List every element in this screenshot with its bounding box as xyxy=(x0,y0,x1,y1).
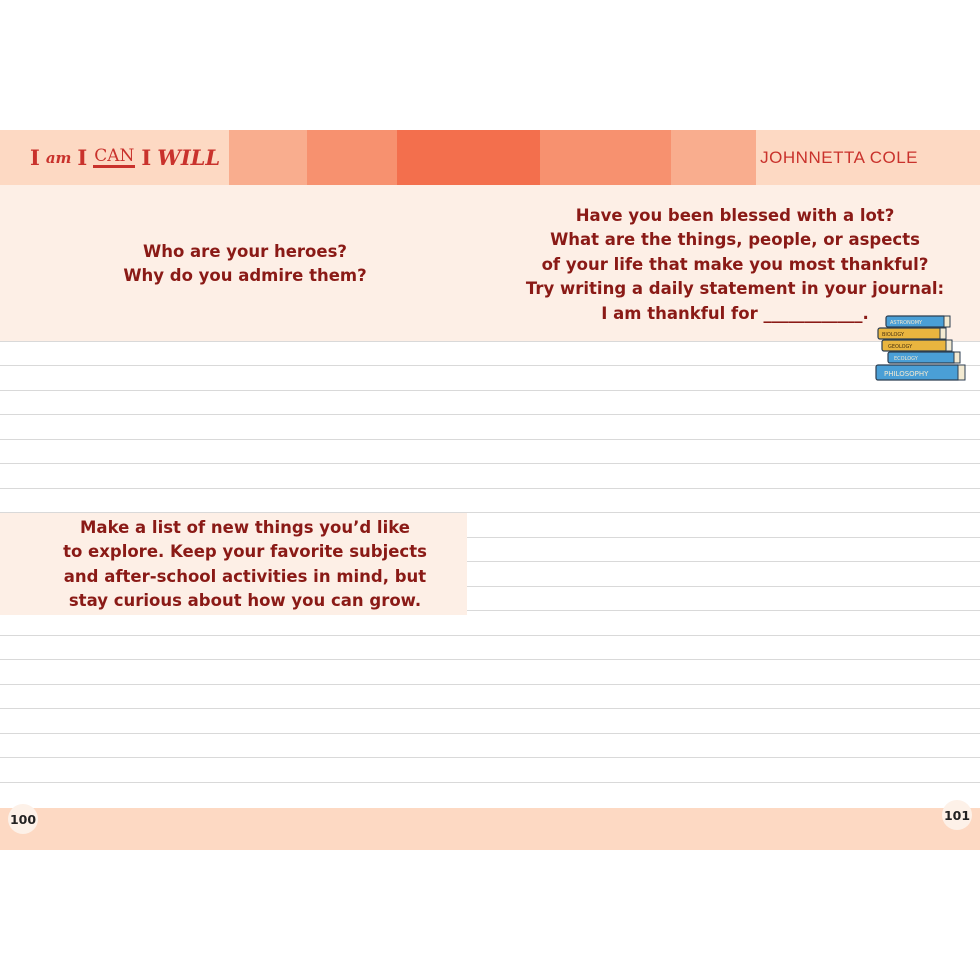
prompt-line: Who are your heroes? xyxy=(143,242,347,261)
prompt-line: Try writing a daily statement in your journal: xyxy=(525,279,945,299)
explore-prompt xyxy=(0,516,490,613)
header-segment xyxy=(307,130,397,185)
page-number-right: 101 xyxy=(942,800,972,830)
author-name: JOHNNETTA COLE xyxy=(760,147,918,167)
ruled-line xyxy=(0,684,980,685)
header-segment xyxy=(397,130,540,185)
stack-of-books-icon xyxy=(872,313,972,389)
book-label: PHILOSOPHY xyxy=(884,370,929,378)
prompt-line: Have you been blessed with a lot? xyxy=(575,206,895,225)
footer-band xyxy=(0,808,980,850)
header-segment xyxy=(540,130,671,185)
ruled-line xyxy=(0,659,980,660)
ruled-line xyxy=(0,341,980,342)
prompt-line: stay curious about how you can grow. xyxy=(68,590,422,610)
ruled-line xyxy=(0,488,980,489)
prompt-line: to explore. Keep your favorite subjects xyxy=(63,542,427,562)
ruled-line xyxy=(0,635,980,636)
heroes-prompt xyxy=(0,240,490,289)
ruled-line xyxy=(0,757,980,758)
ruled-line xyxy=(0,439,980,440)
ruled-line xyxy=(0,390,980,391)
header-band xyxy=(0,130,980,185)
book-label: ASTRONOMY xyxy=(890,320,923,326)
title-part: I xyxy=(30,145,40,170)
prompt-line: of your life that make you most thankful? xyxy=(541,254,929,274)
prompt-line: Why do you admire them? xyxy=(123,266,367,286)
header-segment xyxy=(229,130,307,185)
ruled-line xyxy=(0,782,980,783)
ruled-line xyxy=(0,733,980,734)
journal-spread xyxy=(0,130,980,850)
title-part: am xyxy=(45,148,72,167)
book-title xyxy=(30,130,220,185)
title-part: CAN xyxy=(94,146,135,166)
book-label: GEOLOGY xyxy=(888,344,913,350)
prompt-line: Make a list of new things you’d like xyxy=(80,518,410,537)
prompt-line: What are the things, people, or aspects xyxy=(550,230,920,250)
title-part: I xyxy=(77,145,88,170)
prompt-line: and after-school activities in mind, but xyxy=(63,566,427,586)
thankful-prompt xyxy=(490,204,980,326)
ruled-line xyxy=(0,708,980,709)
title-part: WILL xyxy=(157,145,221,170)
prompt-line: I am thankful for ____________. xyxy=(601,303,869,323)
book-label: ECOLOGY xyxy=(894,356,918,362)
book-label: BIOLOGY xyxy=(882,332,905,338)
title-part: I xyxy=(141,145,152,170)
ruled-line xyxy=(0,365,980,366)
page-number-left: 100 xyxy=(8,804,38,834)
ruled-line xyxy=(0,414,980,415)
header-segment xyxy=(671,130,756,185)
ruled-line xyxy=(0,463,980,464)
